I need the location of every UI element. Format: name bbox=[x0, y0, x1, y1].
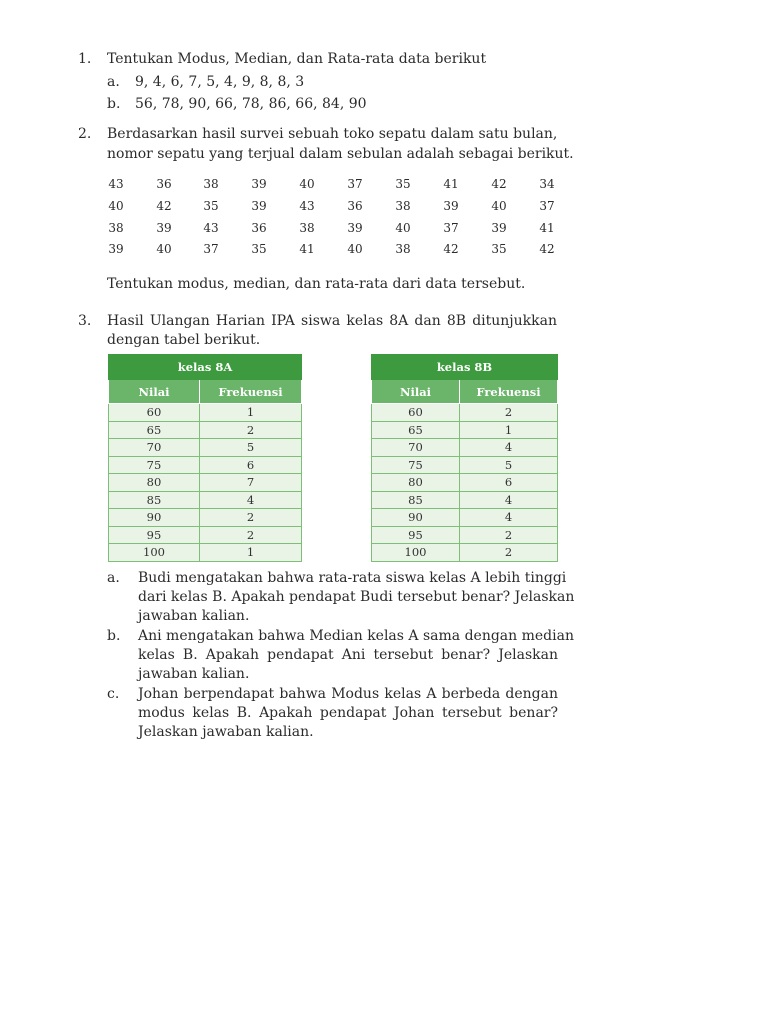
shoe-size-value: 38 bbox=[395, 199, 411, 213]
question-text-line: nomor sepatu yang terjual dalam sebulan adalah sebagai berikut. bbox=[107, 146, 574, 162]
nilai-cell: 80 bbox=[109, 474, 200, 492]
nilai-cell: 95 bbox=[109, 526, 200, 544]
shoe-size-value: 39 bbox=[491, 221, 507, 235]
table-title: kelas 8B bbox=[372, 355, 558, 380]
sub-text-line: jawaban kalian. bbox=[138, 608, 250, 624]
frekuensi-cell: 4 bbox=[200, 491, 302, 509]
table-row bbox=[109, 404, 302, 422]
shoe-size-value: 39 bbox=[251, 177, 267, 191]
shoe-size-value: 38 bbox=[203, 177, 219, 191]
table-row bbox=[372, 526, 558, 544]
item-text: 9, 4, 6, 7, 5, 4, 9, 8, 8, 3 bbox=[135, 74, 305, 90]
table-row bbox=[372, 544, 558, 562]
shoe-size-value: 43 bbox=[203, 221, 219, 235]
item-text: 56, 78, 90, 66, 78, 86, 66, 84, 90 bbox=[135, 96, 367, 112]
shoe-size-value: 38 bbox=[299, 221, 315, 235]
table-row bbox=[109, 456, 302, 474]
shoe-size-value: 40 bbox=[395, 221, 411, 235]
sub-label: b. bbox=[107, 628, 121, 644]
nilai-cell: 60 bbox=[109, 404, 200, 422]
instruction-text: Tentukan modus, median, dan rata-rata dari data tersebut. bbox=[107, 276, 526, 292]
nilai-cell: 65 bbox=[109, 421, 200, 439]
shoe-size-value: 40 bbox=[299, 177, 315, 191]
nilai-cell: 90 bbox=[372, 509, 460, 527]
nilai-cell: 90 bbox=[109, 509, 200, 527]
table-row bbox=[109, 544, 302, 562]
frekuensi-cell: 6 bbox=[200, 456, 302, 474]
shoe-size-value: 41 bbox=[299, 242, 315, 256]
sub-label: a. bbox=[107, 570, 120, 586]
nilai-cell: 95 bbox=[372, 526, 460, 544]
shoe-size-value: 40 bbox=[491, 199, 507, 213]
table-row bbox=[372, 474, 558, 492]
table-title: kelas 8A bbox=[109, 355, 302, 380]
shoe-size-value: 39 bbox=[251, 199, 267, 213]
shoe-size-value: 37 bbox=[443, 221, 459, 235]
shoe-size-value: 42 bbox=[443, 242, 459, 256]
nilai-cell: 100 bbox=[109, 544, 200, 562]
nilai-cell: 100 bbox=[372, 544, 460, 562]
shoe-size-value: 42 bbox=[156, 199, 172, 213]
shoe-size-value: 39 bbox=[156, 221, 172, 235]
shoe-size-value: 40 bbox=[347, 242, 363, 256]
frekuensi-cell: 1 bbox=[460, 421, 558, 439]
shoe-size-value: 35 bbox=[251, 242, 267, 256]
table-row bbox=[109, 491, 302, 509]
table-row bbox=[109, 421, 302, 439]
frekuensi-cell: 2 bbox=[200, 421, 302, 439]
table-row bbox=[372, 491, 558, 509]
shoe-size-value: 41 bbox=[443, 177, 459, 191]
shoe-size-value: 43 bbox=[299, 199, 315, 213]
frekuensi-cell: 2 bbox=[460, 544, 558, 562]
shoe-size-value: 36 bbox=[347, 199, 363, 213]
table-row bbox=[372, 421, 558, 439]
shoe-size-value: 40 bbox=[156, 242, 172, 256]
table-row bbox=[372, 509, 558, 527]
nilai-cell: 85 bbox=[372, 491, 460, 509]
frekuensi-cell: 4 bbox=[460, 439, 558, 457]
frekuensi-cell: 7 bbox=[200, 474, 302, 492]
frekuensi-cell: 2 bbox=[460, 404, 558, 422]
question-number: 3. bbox=[78, 313, 92, 329]
item-label: a. bbox=[107, 74, 120, 90]
frekuensi-cell: 1 bbox=[200, 404, 302, 422]
sub-text-line: jawaban kalian. bbox=[138, 666, 250, 682]
frekuensi-cell: 5 bbox=[460, 456, 558, 474]
question-text-line: Berdasarkan hasil survei sebuah toko sepatu dalam satu bulan, bbox=[107, 126, 558, 142]
item-label: b. bbox=[107, 96, 121, 112]
nilai-cell: 75 bbox=[109, 456, 200, 474]
column-header-nilai: Nilai bbox=[109, 380, 200, 404]
shoe-size-value: 42 bbox=[539, 242, 555, 256]
shoe-size-value: 41 bbox=[539, 221, 555, 235]
frekuensi-cell: 4 bbox=[460, 509, 558, 527]
shoe-size-value: 39 bbox=[108, 242, 124, 256]
nilai-cell: 80 bbox=[372, 474, 460, 492]
nilai-cell: 70 bbox=[109, 439, 200, 457]
shoe-size-value: 39 bbox=[347, 221, 363, 235]
question-text-line: Hasil Ulangan Harian IPA siswa kelas 8A dan 8B ditunjukkan bbox=[107, 313, 557, 329]
shoe-size-value: 38 bbox=[395, 242, 411, 256]
nilai-cell: 70 bbox=[372, 439, 460, 457]
shoe-size-value: 38 bbox=[108, 221, 124, 235]
shoe-size-value: 36 bbox=[156, 177, 172, 191]
sub-text-line: Budi mengatakan bahwa rata-rata siswa kelas A lebih tinggi bbox=[138, 570, 567, 586]
column-header-frekuensi: Frekuensi bbox=[200, 380, 302, 404]
shoe-size-value: 37 bbox=[539, 199, 555, 213]
column-header-frekuensi: Frekuensi bbox=[460, 380, 558, 404]
frekuensi-cell: 5 bbox=[200, 439, 302, 457]
question-text: Tentukan Modus, Median, dan Rata-rata data berikut bbox=[107, 51, 487, 67]
table-row bbox=[372, 404, 558, 422]
frekuensi-cell: 2 bbox=[200, 509, 302, 527]
nilai-cell: 65 bbox=[372, 421, 460, 439]
table-row bbox=[109, 509, 302, 527]
shoe-size-value: 35 bbox=[395, 177, 411, 191]
frequency-table-8a bbox=[108, 354, 302, 562]
sub-label: c. bbox=[107, 686, 120, 702]
table-row bbox=[109, 439, 302, 457]
nilai-cell: 85 bbox=[109, 491, 200, 509]
shoe-size-value: 42 bbox=[491, 177, 507, 191]
nilai-cell: 60 bbox=[372, 404, 460, 422]
sub-text-line: modus kelas B. Apakah pendapat Johan tersebut benar? bbox=[138, 705, 558, 721]
sub-text-line: kelas B. Apakah pendapat Ani tersebut benar? Jelaskan bbox=[138, 647, 558, 663]
frekuensi-cell: 2 bbox=[460, 526, 558, 544]
nilai-cell: 75 bbox=[372, 456, 460, 474]
question-number: 1. bbox=[78, 51, 92, 67]
column-header-nilai: Nilai bbox=[372, 380, 460, 404]
question-number: 2. bbox=[78, 126, 92, 142]
shoe-size-value: 35 bbox=[203, 199, 219, 213]
frekuensi-cell: 6 bbox=[460, 474, 558, 492]
table-row bbox=[109, 474, 302, 492]
shoe-size-value: 37 bbox=[347, 177, 363, 191]
frekuensi-cell: 4 bbox=[460, 491, 558, 509]
shoe-size-value: 40 bbox=[108, 199, 124, 213]
shoe-size-value: 43 bbox=[108, 177, 124, 191]
shoe-size-value: 36 bbox=[251, 221, 267, 235]
shoe-size-value: 34 bbox=[539, 177, 555, 191]
table-row bbox=[109, 526, 302, 544]
sub-text-line: Ani mengatakan bahwa Median kelas A sama dengan median bbox=[138, 628, 574, 644]
table-row bbox=[372, 456, 558, 474]
table-row bbox=[372, 439, 558, 457]
frekuensi-cell: 1 bbox=[200, 544, 302, 562]
frequency-table-8b bbox=[371, 354, 558, 562]
sub-text-line: Johan berpendapat bahwa Modus kelas A berbeda dengan bbox=[138, 686, 558, 702]
question-text-line: dengan tabel berikut. bbox=[107, 332, 261, 348]
shoe-size-value: 37 bbox=[203, 242, 219, 256]
sub-text-line: dari kelas B. Apakah pendapat Budi tersebut benar? Jelaskan bbox=[138, 589, 575, 605]
frekuensi-cell: 2 bbox=[200, 526, 302, 544]
sub-text-line: Jelaskan jawaban kalian. bbox=[138, 724, 314, 740]
shoe-size-value: 39 bbox=[443, 199, 459, 213]
shoe-size-value: 35 bbox=[491, 242, 507, 256]
